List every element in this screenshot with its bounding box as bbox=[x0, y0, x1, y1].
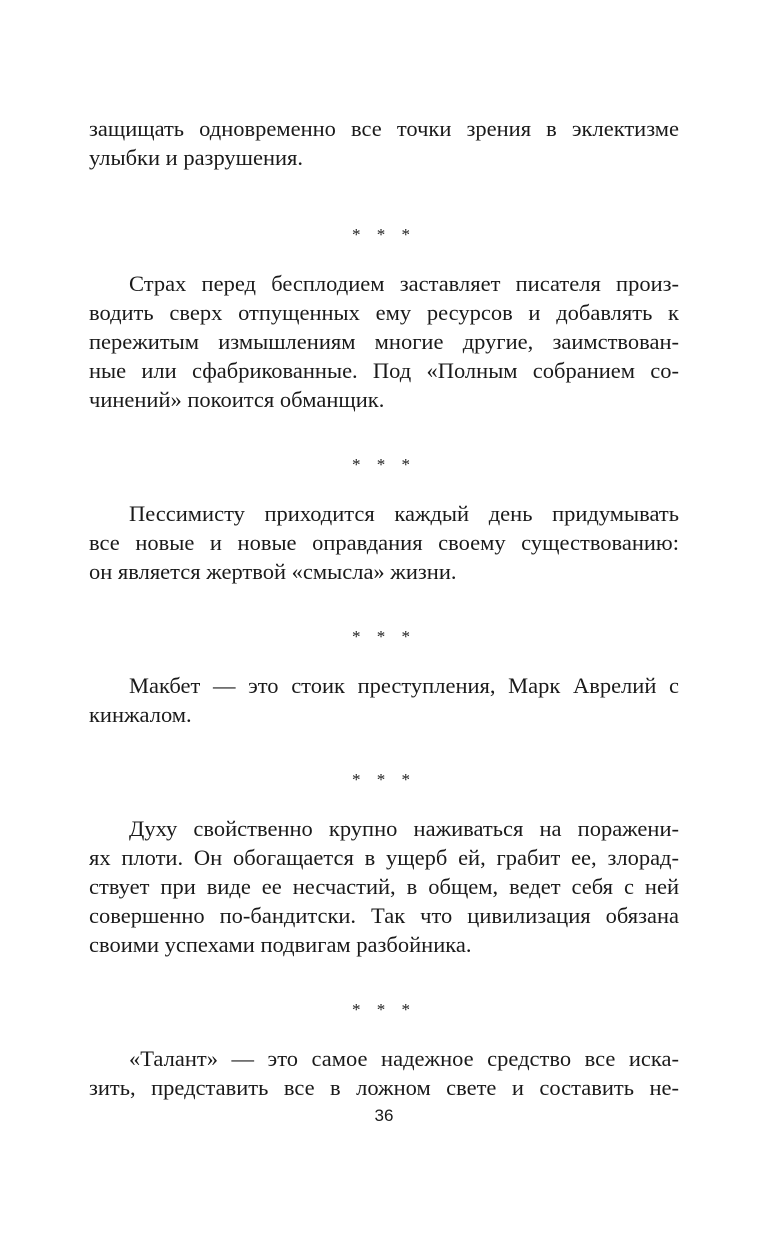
text-line: Пессимисту приходится каждый день придумывать bbox=[129, 501, 679, 526]
text-line: кинжалом. bbox=[89, 702, 192, 727]
book-page bbox=[89, 114, 679, 1102]
text-line: «Талант» — это самое надежное средство все иска- bbox=[129, 1046, 679, 1071]
text-line: улыбки и разрушения. bbox=[89, 145, 304, 170]
text-line: он является жертвой «смысла» жизни. bbox=[89, 559, 457, 584]
text-line: ствует при виде ее несчастий, в общем, ведет себя с ней bbox=[89, 874, 679, 899]
text-line: Страх перед бесплодием заставляет писателя произ- bbox=[129, 271, 679, 296]
text-line: все новые и новые оправдания своему существованию: bbox=[89, 530, 679, 555]
paragraph bbox=[89, 814, 679, 959]
paragraph bbox=[89, 1044, 679, 1102]
paragraph bbox=[89, 114, 679, 172]
text-line: защищать одновременно все точки зрения в эклектизме bbox=[89, 116, 679, 141]
page-number: 36 bbox=[374, 1106, 394, 1125]
text-line: зить, представить все в ложном свете и составить не- bbox=[89, 1075, 679, 1100]
text-line: совершенно по-бандитски. Так что цивилизация обязана bbox=[89, 903, 679, 928]
text-line: водить сверх отпущенных ему ресурсов и добавлять к bbox=[89, 300, 679, 325]
paragraph bbox=[89, 499, 679, 586]
section-separator: * * * bbox=[352, 627, 416, 646]
section-separator: * * * bbox=[352, 770, 416, 789]
section-separator: * * * bbox=[352, 225, 416, 244]
text-line: своими успехами подвигам разбойника. bbox=[89, 932, 472, 957]
text-line: Макбет — это стоик преступления, Марк Аврелий с bbox=[129, 673, 679, 698]
text-line: ные или сфабрикованные. Под «Полным собранием со- bbox=[89, 358, 679, 383]
section-separator: * * * bbox=[352, 1000, 416, 1019]
text-line: пережитым измышлениям многие другие, заимствован- bbox=[89, 329, 679, 354]
section-separator: * * * bbox=[352, 455, 416, 474]
text-line: ях плоти. Он обогащается в ущерб ей, грабит ее, злорад- bbox=[89, 845, 679, 870]
text-line: чинений» покоится обманщик. bbox=[89, 387, 385, 412]
paragraph bbox=[89, 269, 679, 414]
text-line: Духу свойственно крупно наживаться на поражени- bbox=[129, 816, 679, 841]
paragraph bbox=[89, 671, 679, 729]
